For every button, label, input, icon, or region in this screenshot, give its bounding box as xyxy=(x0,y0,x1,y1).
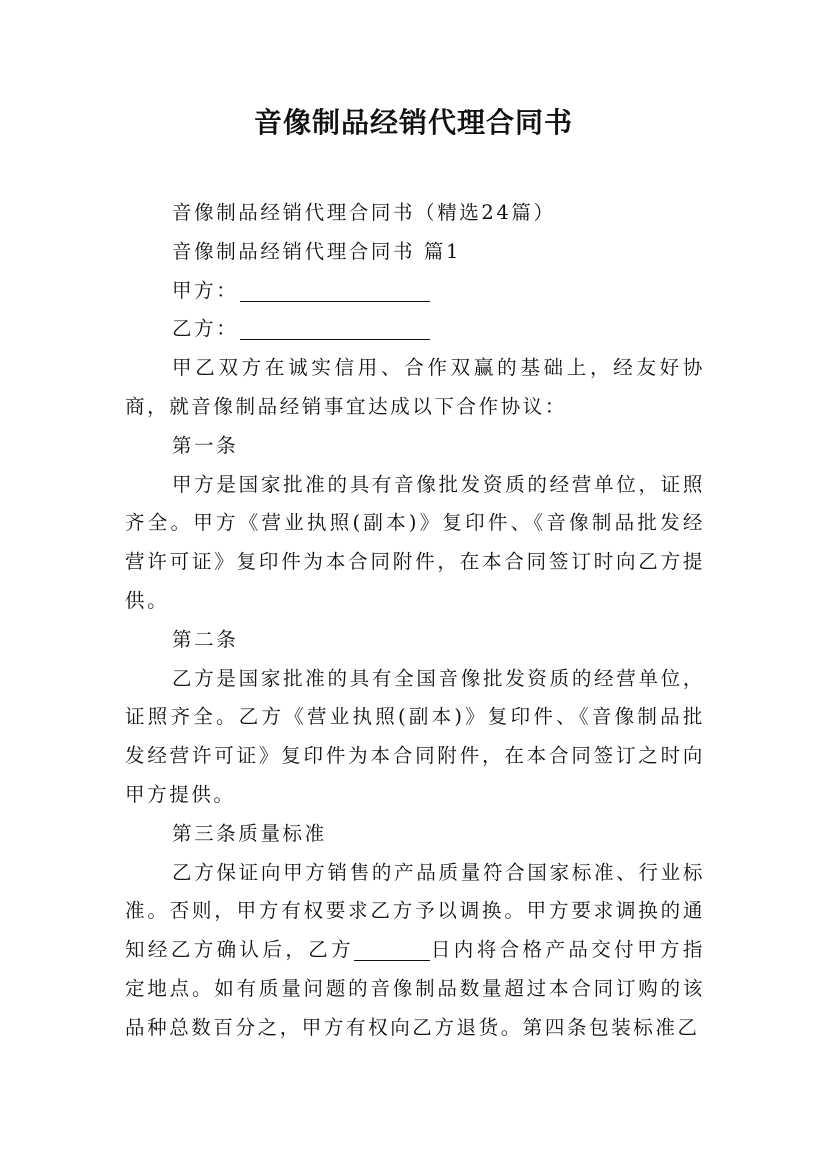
party-a-line xyxy=(125,272,705,311)
document-subtitle: 音像制品经销代理合同书（精选24篇） xyxy=(172,201,556,224)
agreement-intro: 甲乙双方在诚实信用、合作双赢的基础上，经友好协商，就音像制品经销事宜达成以下合作协议： xyxy=(125,356,705,418)
article-2-text: 乙方是国家批准的具有全国音像批发资质的经营单位，证照齐全。乙方《营业执照(副本)》复印件、《音像制品批发经营许可证》复印件为本合同附件，在本合同签订之时向甲方提供。 xyxy=(125,666,705,806)
article-3-text xyxy=(125,854,705,1048)
party-b-line xyxy=(125,310,705,349)
article-3-heading: 第三条质量标准 xyxy=(172,821,327,845)
article-1-text: 甲方是国家批准的具有音像批发资质的经营单位，证照齐全。甲方《营业执照(副本)》复印件、《音像制品批发经营许可证》复印件为本合同附件，在本合同签订时向乙方提供。 xyxy=(125,472,705,612)
section-title: 音像制品经销代理合同书 篇1 xyxy=(172,239,462,263)
party-a-blank xyxy=(240,281,430,302)
delivery-days-blank xyxy=(354,940,430,961)
article-2-heading: 第二条 xyxy=(172,627,239,651)
party-a-label: 甲方： xyxy=(172,278,239,302)
article-1-heading: 第一条 xyxy=(172,433,239,457)
article-3-text-before-blank: 乙方保证向甲方销售的产品质量符合国家标准、行业标准。否则，甲方有权要求乙方予以调换。甲方要求调换的通知经乙方确认后，乙方 xyxy=(125,860,705,962)
party-b-blank xyxy=(240,319,430,340)
document-title: 音像制品经销代理合同书 xyxy=(253,106,573,139)
party-b-label: 乙方： xyxy=(172,317,239,341)
document-body xyxy=(125,194,705,1048)
article-3-text-after-blank: 日内将合格产品交付甲方指定地点。如有质量问题的音像制品数量超过本合同订购的该品种总数百分之，甲方有权向乙方退货。第四条包装标准乙 xyxy=(125,938,705,1039)
